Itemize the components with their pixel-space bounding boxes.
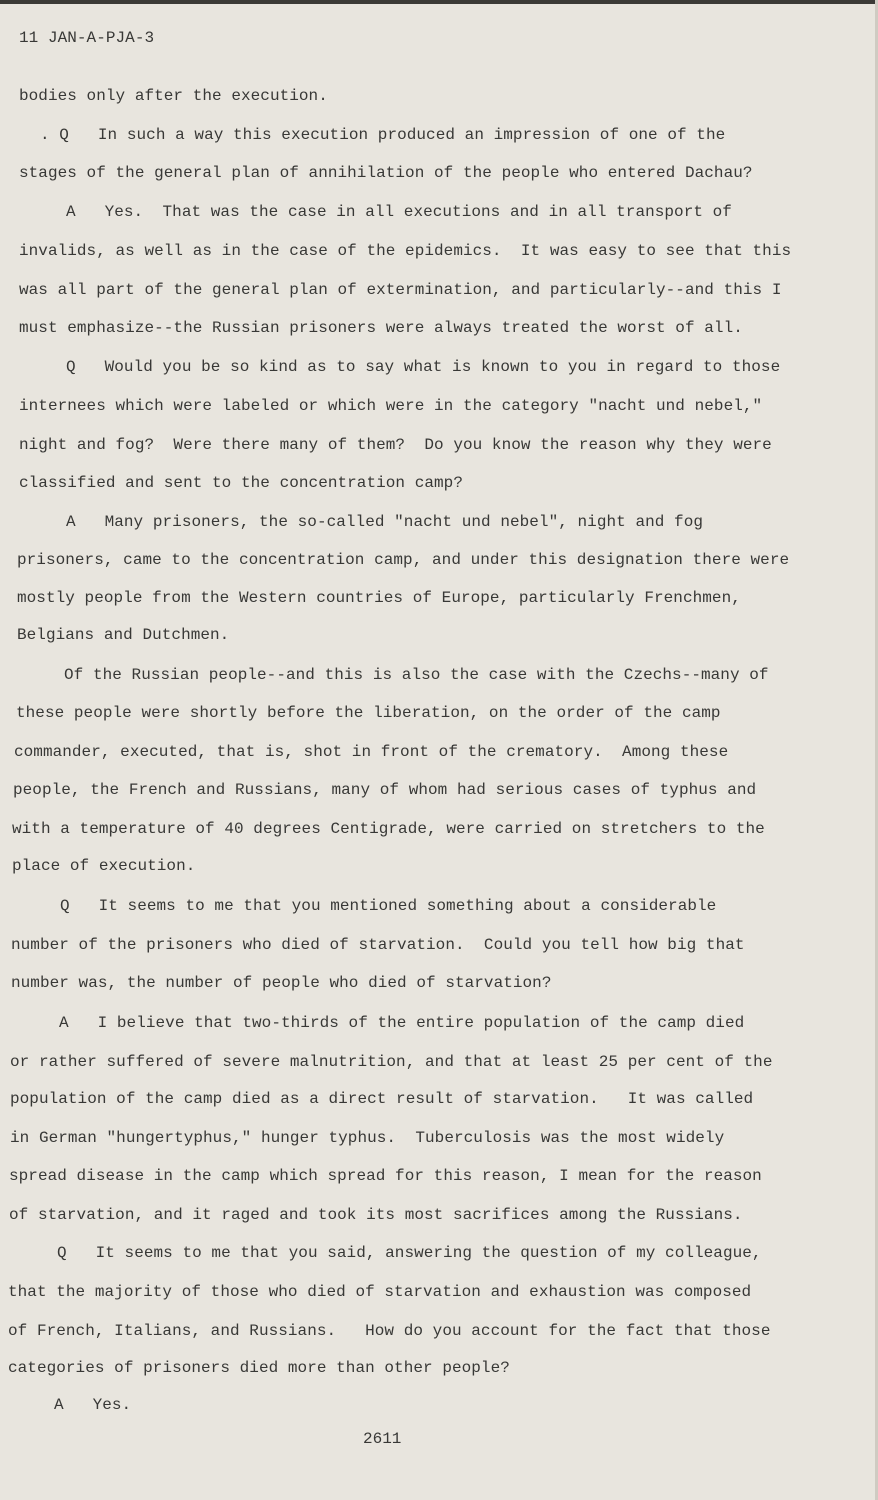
text-line: Of the Russian people--and this is also the case with the Czechs--many of: [64, 666, 769, 684]
text-line: . Q In such a way this execution produced an impression of one of the: [40, 126, 726, 144]
text-line: prisoners, came to the concentration camp, and under this designation there were: [17, 551, 790, 569]
text-line: of French, Italians, and Russians. How do you account for the fact that those: [8, 1322, 771, 1340]
text-line: these people were shortly before the liberation, on the order of the camp: [16, 704, 721, 722]
text-line: night and fog? Were there many of them? Do you know the reason why they were: [19, 436, 772, 454]
text-line: population of the camp died as a direct result of starvation. It was called: [10, 1090, 754, 1108]
text-line: A I believe that two-thirds of the entire population of the camp died: [59, 1014, 745, 1032]
text-line: that the majority of those who died of starvation and exhaustion was composed: [8, 1283, 752, 1301]
text-line: must emphasize--the Russian prisoners were always treated the worst of all.: [19, 319, 743, 337]
text-line: commander, executed, that is, shot in front of the crematory. Among these: [14, 743, 729, 761]
page-top-edge: [0, 0, 878, 4]
text-line: internees which were labeled or which were in the category "nacht und nebel,": [19, 397, 763, 415]
text-line: people, the French and Russians, many of whom had serious cases of typhus and: [13, 781, 757, 799]
text-line: classified and sent to the concentration camp?: [19, 474, 463, 492]
document-header: 11 JAN-A-PJA-3: [19, 29, 155, 47]
text-line: number was, the number of people who died of starvation?: [11, 974, 552, 992]
text-line: categories of prisoners died more than other people?: [8, 1359, 510, 1377]
text-line: number of the prisoners who died of starvation. Could you tell how big that: [11, 936, 745, 954]
text-line: of starvation, and it raged and took its most sacrifices among the Russians.: [9, 1206, 743, 1224]
text-line: Q It seems to me that you mentioned something about a considerable: [60, 897, 717, 915]
text-line: Q It seems to me that you said, answering the question of my colleague,: [57, 1244, 762, 1262]
text-line: was all part of the general plan of extermination, and particularly--and this I: [19, 281, 782, 299]
text-line: A Yes.: [54, 1396, 132, 1414]
text-line: place of execution.: [12, 857, 196, 875]
text-line: Belgians and Dutchmen.: [17, 626, 230, 644]
text-line: bodies only after the execution.: [19, 87, 328, 105]
text-line: invalids, as well as in the case of the epidemics. It was easy to see that this: [19, 242, 792, 260]
text-line: spread disease in the camp which spread for this reason, I mean for the reason: [9, 1167, 762, 1185]
text-line: in German "hungertyphus," hunger typhus. Tuberculosis was the most widely: [10, 1129, 725, 1147]
text-line: stages of the general plan of annihilation of the people who entered Dachau?: [19, 164, 753, 182]
text-line: mostly people from the Western countries of Europe, particularly Frenchmen,: [17, 589, 741, 607]
text-line: A Many prisoners, the so-called "nacht und nebel", night and fog: [66, 513, 704, 531]
text-line: with a temperature of 40 degrees Centigrade, were carried on stretchers to the: [12, 820, 765, 838]
text-line: or rather suffered of severe malnutrition, and that at least 25 per cent of the: [10, 1053, 773, 1071]
page-number: 2611: [363, 1430, 402, 1448]
text-line: A Yes. That was the case in all executions and in all transport of: [66, 203, 732, 221]
text-line: Q Would you be so kind as to say what is known to you in regard to those: [66, 358, 781, 376]
